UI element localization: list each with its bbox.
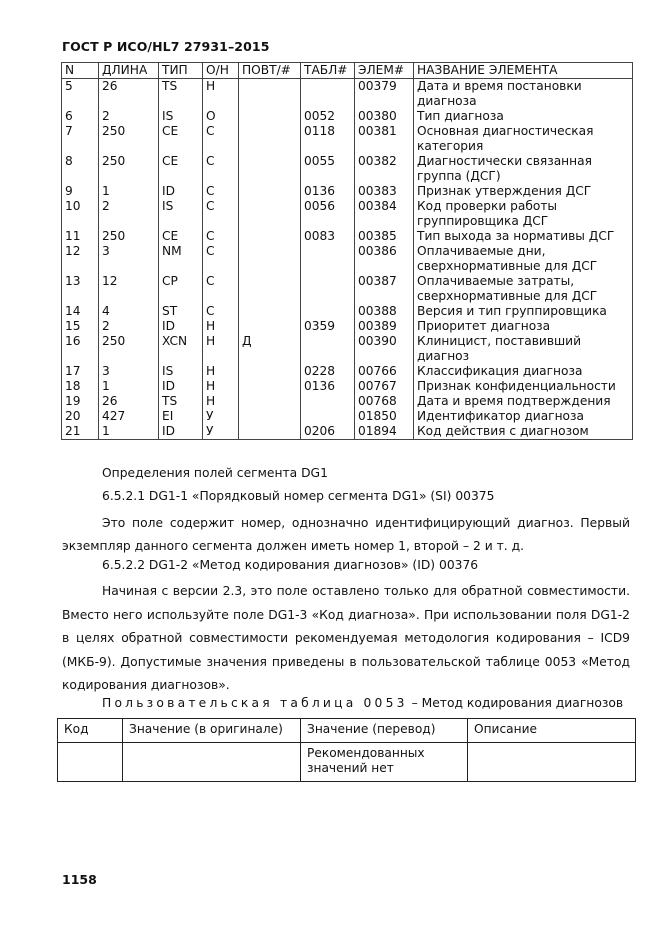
cell-optionality: С [203, 304, 239, 319]
cell-length: 1 [99, 184, 159, 199]
col-table: ТАБЛ# [301, 63, 355, 79]
cell-element-name: Тип выхода за нормативы ДСГ [414, 229, 633, 244]
cell-table: 0228 [301, 364, 355, 379]
cell-optionality: Н [203, 334, 239, 364]
cell-table [301, 244, 355, 274]
cell-n: 15 [62, 319, 99, 334]
cell-repeat [239, 304, 301, 319]
cell-length: 250 [99, 229, 159, 244]
cell-n: 20 [62, 409, 99, 424]
col-type: ТИП [159, 63, 203, 79]
cell-table: 0359 [301, 319, 355, 334]
cell-table [301, 409, 355, 424]
cell-length: 26 [99, 79, 159, 110]
cell-length: 250 [99, 124, 159, 154]
cell-optionality: С [203, 184, 239, 199]
cell-repeat [239, 394, 301, 409]
table-row [62, 319, 633, 334]
cell-element: 00766 [355, 364, 414, 379]
cell-element-name: Версия и тип группировщика [414, 304, 633, 319]
cell-optionality: С [203, 274, 239, 304]
cell-n: 13 [62, 274, 99, 304]
cell-repeat [239, 409, 301, 424]
cell-n: 8 [62, 154, 99, 184]
cell-element-name: Признак утверждения ДСГ [414, 184, 633, 199]
cell-optionality: С [203, 199, 239, 229]
cell-element-name: Основная диагностическая категория [414, 124, 633, 154]
col-element-name: НАЗВАНИЕ ЭЛЕМЕНТА [414, 63, 633, 79]
cell-optionality: Н [203, 319, 239, 334]
cell-table [301, 274, 355, 304]
code-table-row [58, 743, 636, 782]
cell-type: ID [159, 184, 203, 199]
col-repeat: ПОВТ/# [239, 63, 301, 79]
cell-length: 2 [99, 319, 159, 334]
col-element: ЭЛЕМ# [355, 63, 414, 79]
cell-element-name: Приоритет диагноза [414, 319, 633, 334]
cell-element: 00389 [355, 319, 414, 334]
cell-type: ID [159, 319, 203, 334]
cell-repeat [239, 244, 301, 274]
cell-optionality: Н [203, 394, 239, 409]
cell-type: XCN [159, 334, 203, 364]
cell-table [301, 304, 355, 319]
cell-table [301, 334, 355, 364]
cell-element-name: Оплачиваемые затраты, сверхнормативные для ДСГ [414, 274, 633, 304]
cell-n: 7 [62, 124, 99, 154]
table-row [62, 304, 633, 319]
cell-type: IS [159, 199, 203, 229]
cell-n: 21 [62, 424, 99, 440]
cell-length: 250 [99, 154, 159, 184]
cell-element-name: Дата и время постановки диагноза [414, 79, 633, 110]
table-row [62, 154, 633, 184]
col-description: Описание [468, 719, 636, 743]
cell-repeat [239, 79, 301, 110]
cell-repeat [239, 124, 301, 154]
cell-repeat: Д [239, 334, 301, 364]
cell-repeat [239, 184, 301, 199]
table-row [62, 229, 633, 244]
table-row [62, 109, 633, 124]
table-row [62, 409, 633, 424]
cell-n: 11 [62, 229, 99, 244]
cell-type: CE [159, 154, 203, 184]
cell-length: 12 [99, 274, 159, 304]
cell-element: 01850 [355, 409, 414, 424]
cell-optionality: С [203, 229, 239, 244]
cell-repeat [239, 424, 301, 440]
section-heading-dg1-2: 6.5.2.2 DG1-2 «Метод кодирования диагнозов» (ID) 00376 [102, 558, 479, 572]
cell-element: 00767 [355, 379, 414, 394]
col-value-translation: Значение (перевод) [301, 719, 468, 743]
cell-n: 19 [62, 394, 99, 409]
cell-element-name: Диагностически связанная группа (ДСГ) [414, 154, 633, 184]
page-number: 1158 [62, 872, 97, 887]
cell-type: NM [159, 244, 203, 274]
cell-table: 0136 [301, 379, 355, 394]
table-caption-label: Пользовательская таблица 0053 [102, 696, 408, 710]
cell-element: 00380 [355, 109, 414, 124]
cell-repeat [239, 154, 301, 184]
col-n: N [62, 63, 99, 79]
cell-element: 00385 [355, 229, 414, 244]
cell-type: EI [159, 409, 203, 424]
code-table-header [58, 719, 636, 743]
cell-element: 01894 [355, 424, 414, 440]
cell-type: CE [159, 229, 203, 244]
cell-length: 3 [99, 244, 159, 274]
cell-element: 00384 [355, 199, 414, 229]
value-translation-cell: Рекомендованных значений нет [301, 743, 468, 782]
cell-optionality: С [203, 154, 239, 184]
cell-repeat [239, 364, 301, 379]
cell-table: 0206 [301, 424, 355, 440]
description-cell [468, 743, 636, 782]
table-caption [102, 696, 623, 710]
cell-element-name: Признак конфиденциальности [414, 379, 633, 394]
cell-element-name: Клиницист, поставивший диагноз [414, 334, 633, 364]
cell-n: 16 [62, 334, 99, 364]
table-row [62, 379, 633, 394]
cell-type: CE [159, 124, 203, 154]
cell-element: 00390 [355, 334, 414, 364]
cell-n: 5 [62, 79, 99, 110]
cell-n: 6 [62, 109, 99, 124]
code-cell [58, 743, 123, 782]
cell-element-name: Дата и время подтверждения [414, 394, 633, 409]
cell-repeat [239, 319, 301, 334]
cell-table [301, 394, 355, 409]
cell-length: 4 [99, 304, 159, 319]
table-row [62, 274, 633, 304]
table-row [62, 334, 633, 364]
cell-table: 0118 [301, 124, 355, 154]
cell-type: IS [159, 364, 203, 379]
cell-table: 0052 [301, 109, 355, 124]
cell-n: 9 [62, 184, 99, 199]
col-optionality: О/Н [203, 63, 239, 79]
cell-element-name: Идентификатор диагноза [414, 409, 633, 424]
cell-length: 2 [99, 109, 159, 124]
cell-length: 2 [99, 199, 159, 229]
table-row [62, 364, 633, 379]
cell-element: 00379 [355, 79, 414, 110]
segment-fields-table [61, 62, 633, 440]
table-row [62, 244, 633, 274]
col-code: Код [58, 719, 123, 743]
cell-type: TS [159, 394, 203, 409]
cell-optionality: У [203, 424, 239, 440]
cell-length: 1 [99, 424, 159, 440]
segment-table-header [62, 63, 633, 79]
cell-optionality: С [203, 244, 239, 274]
cell-n: 12 [62, 244, 99, 274]
table-row [62, 124, 633, 154]
cell-table [301, 79, 355, 110]
cell-type: ID [159, 379, 203, 394]
table-row [62, 424, 633, 440]
section-text-dg1-1: Это поле содержит номер, однозначно идентифицирующий диагноз. Первый экземпляр данного сегмента должен иметь номер 1, второй – 2 и т. д. [62, 516, 630, 553]
table-row [62, 394, 633, 409]
cell-repeat [239, 109, 301, 124]
cell-type: IS [159, 109, 203, 124]
section-text-dg1-2: Начиная с версии 2.3, это поле оставлено только для обратной совместимости. Вместо него используйте поле DG1-3 «Код диагноза». При использовании поля DG1-2 в целях обратной совместимости рекомендуемая методология кодирования – ICD9 (МКБ-9). Допустимые значения приведены в пользовательской таблице 0053 «Метод кодирования диагнозов». [62, 584, 630, 692]
cell-element: 00386 [355, 244, 414, 274]
cell-n: 17 [62, 364, 99, 379]
cell-table: 0055 [301, 154, 355, 184]
cell-optionality: Н [203, 379, 239, 394]
cell-length: 427 [99, 409, 159, 424]
cell-length: 250 [99, 334, 159, 364]
cell-repeat [239, 379, 301, 394]
table-caption-title: – Метод кодирования диагнозов [411, 696, 624, 710]
cell-table: 0136 [301, 184, 355, 199]
user-table-0053 [57, 718, 636, 782]
cell-type: TS [159, 79, 203, 110]
cell-optionality: Н [203, 364, 239, 379]
cell-element-name: Классификация диагноза [414, 364, 633, 379]
cell-element: 00388 [355, 304, 414, 319]
cell-repeat [239, 274, 301, 304]
cell-element: 00383 [355, 184, 414, 199]
cell-repeat [239, 229, 301, 244]
table-row [62, 199, 633, 229]
cell-element-name: Оплачиваемые дни, сверхнормативные для ДСГ [414, 244, 633, 274]
cell-type: ST [159, 304, 203, 319]
cell-length: 1 [99, 379, 159, 394]
col-value-original: Значение (в оригинале) [123, 719, 301, 743]
cell-length: 3 [99, 364, 159, 379]
cell-type: ID [159, 424, 203, 440]
cell-type: CP [159, 274, 203, 304]
cell-n: 18 [62, 379, 99, 394]
value-original-cell [123, 743, 301, 782]
cell-length: 26 [99, 394, 159, 409]
cell-element-name: Тип диагноза [414, 109, 633, 124]
table-row [62, 79, 633, 110]
col-length: ДЛИНА [99, 63, 159, 79]
section-heading-dg1-1: 6.5.2.1 DG1-1 «Порядковый номер сегмента DG1» (SI) 00375 [102, 489, 495, 503]
table-row [62, 184, 633, 199]
definitions-title: Определения полей сегмента DG1 [102, 466, 328, 480]
cell-element-name: Код действия с диагнозом [414, 424, 633, 440]
cell-element: 00381 [355, 124, 414, 154]
cell-element: 00768 [355, 394, 414, 409]
document-header: ГОСТ Р ИСО/HL7 27931–2015 [62, 39, 270, 54]
cell-element: 00387 [355, 274, 414, 304]
cell-table: 0083 [301, 229, 355, 244]
cell-optionality: О [203, 109, 239, 124]
cell-optionality: У [203, 409, 239, 424]
cell-optionality: С [203, 124, 239, 154]
cell-n: 10 [62, 199, 99, 229]
cell-n: 14 [62, 304, 99, 319]
cell-element: 00382 [355, 154, 414, 184]
cell-element-name: Код проверки работы группировщика ДСГ [414, 199, 633, 229]
cell-table: 0056 [301, 199, 355, 229]
cell-repeat [239, 199, 301, 229]
cell-optionality: Н [203, 79, 239, 110]
